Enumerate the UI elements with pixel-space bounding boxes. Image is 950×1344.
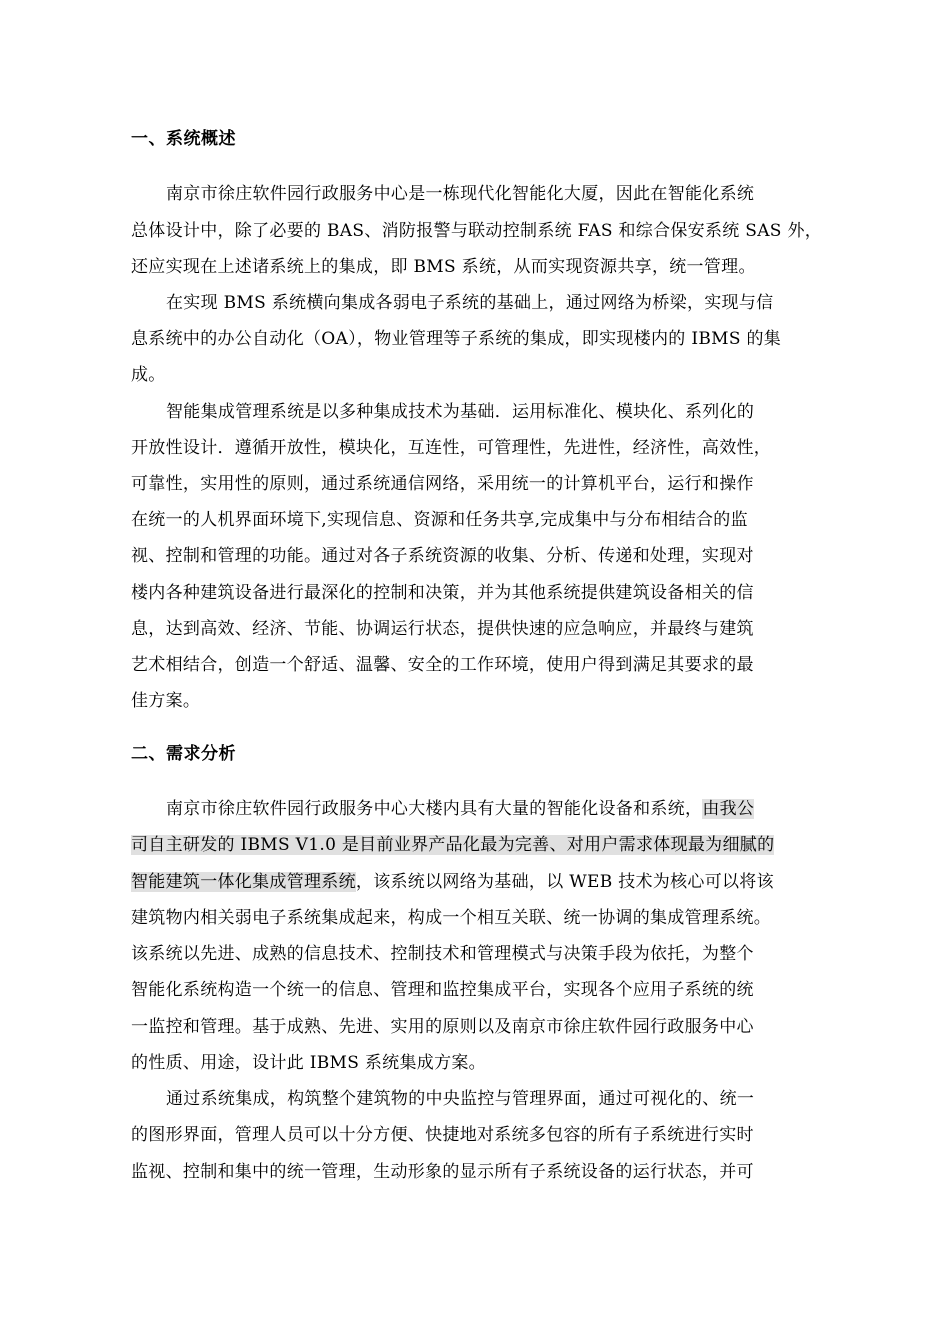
- paragraph-text: ，该系统以网络为基础，以 WEB 技术为核心可以将该: [355, 872, 774, 892]
- paragraph-line: 息，达到高效、经济、节能、协调运行状态，提供快速的应急响应，并最终与建筑: [131, 619, 754, 639]
- paragraph-line: 楼内各种建筑设备进行最深化的控制和决策，并为其他系统提供建筑设备相关的信: [131, 583, 754, 603]
- paragraph-line: 在实现 BMS 系统横向集成各弱电子系统的基础上，通过网络为桥梁，实现与信: [166, 293, 774, 313]
- paragraph-line: 息系统中的办公自动化（OA），物业管理等子系统的集成，即实现楼内的 IBMS 的集: [131, 329, 782, 349]
- paragraph-line: 智能化系统构造一个统一的信息、管理和监控集成平台，实现各个应用子系统的统: [131, 980, 754, 1000]
- paragraph-line: 视、控制和管理的功能。通过对各子系统资源的收集、分析、传递和处理，实现对: [131, 546, 754, 566]
- paragraph-line: 艺术相结合，创造一个舒适、温馨、安全的工作环境，使用户得到满足其要求的最: [131, 655, 754, 675]
- paragraph-line: 通过系统集成，构筑整个建筑物的中央监控与管理界面，通过可视化的、统一: [166, 1089, 755, 1109]
- paragraph-line: 建筑物内相关弱电子系统集成起来，构成一个相互关联、统一协调的集成管理系统。: [131, 908, 772, 928]
- paragraph-text: 南京市徐庄软件园行政服务中心大楼内具有大量的智能化设备和系统，: [166, 799, 703, 819]
- paragraph-line: 佳方案。: [131, 691, 201, 711]
- paragraph-line: 的性质、用途，设计此 IBMS 系统集成方案。: [131, 1053, 486, 1073]
- paragraph-line: 南京市徐庄软件园行政服务中心是一栋现代化智能化大厦，因此在智能化系统: [166, 184, 755, 204]
- highlighted-text: 由我公: [702, 799, 755, 819]
- paragraph-line: 该系统以先进、成熟的信息技术、控制技术和管理模式与决策手段为依托，为整个: [131, 944, 754, 964]
- section-heading-requirements: 二、需求分析: [131, 744, 236, 764]
- paragraph-line: 成。: [131, 365, 166, 385]
- paragraph-line: 的图形界面，管理人员可以十分方便、快捷地对系统多包容的所有子系统进行实时: [131, 1125, 754, 1145]
- paragraph-line: 还应实现在上述诸系统上的集成，即 BMS 系统，从而实现资源共享，统一管理。: [131, 257, 756, 277]
- highlighted-text: 智能建筑一体化集成管理系统: [131, 872, 356, 892]
- paragraph-line: [166, 797, 754, 821]
- paragraph-line: [131, 870, 774, 894]
- highlighted-text: 司自主研发的 IBMS V1.0 是目前业界产品化最为完善、对用户需求体现最为细腻的: [131, 835, 775, 855]
- section-heading-overview: 一、系统概述: [131, 129, 236, 149]
- paragraph-line: 监视、控制和集中的统一管理，生动形象的显示所有子系统设备的运行状态，并可: [131, 1162, 754, 1182]
- paragraph-line: 智能集成管理系统是以多种集成技术为基础．运用标准化、模块化、系列化的: [166, 402, 755, 422]
- paragraph-line: 开放性设计．遵循开放性，模块化，互连性，可管理性，先进性，经济性，高效性，: [131, 438, 772, 458]
- paragraph-line: [131, 833, 774, 857]
- paragraph-line: 在统一的人机界面环境下,实现信息、资源和任务共享,完成集中与分布相结合的监: [131, 510, 748, 530]
- paragraph-line: 总体设计中，除了必要的 BAS、消防报警与联动控制系统 FAS 和综合保安系统 SAS 外，: [131, 221, 823, 241]
- paragraph-line: 一监控和管理。基于成熟、先进、实用的原则以及南京市徐庄软件园行政服务中心: [131, 1017, 754, 1037]
- paragraph-line: 可靠性，实用性的原则，通过系统通信网络，采用统一的计算机平台，运行和操作: [131, 474, 754, 494]
